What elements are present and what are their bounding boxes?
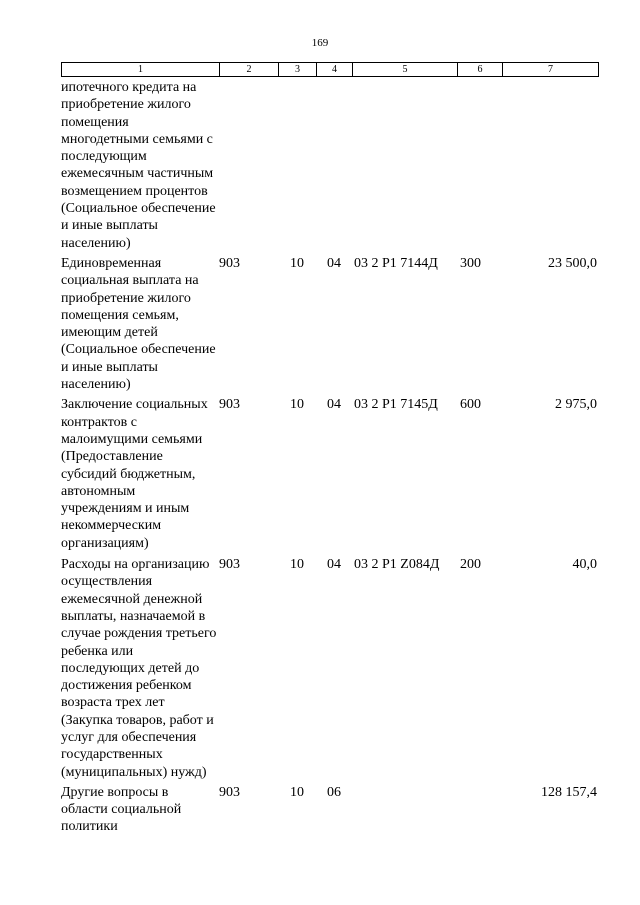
- column-header-2: 2: [220, 63, 279, 77]
- row-expense-type: [457, 784, 502, 836]
- column-header-3: 3: [279, 63, 317, 77]
- column-header-5: 5: [353, 63, 458, 77]
- budget-table: [61, 79, 598, 836]
- row-name: Другие вопросы в области социальной политики: [61, 784, 182, 835]
- column-header-table: [61, 62, 599, 77]
- row-target-article: [352, 79, 457, 255]
- row-ministry-code: 903: [219, 784, 240, 800]
- row-section: [278, 79, 316, 255]
- row-target-article: 03 2 Р1 Z084Д: [354, 557, 440, 573]
- page-number: 169: [311, 37, 329, 49]
- row-ministry-code: 903: [219, 557, 240, 573]
- row-name: ипотечного кредита на приобретение жилого помещения многодетными семьями с последующим ежемесячным частичным возмещением процентов (Социальное обеспечение и иные выплаты населению): [61, 80, 216, 251]
- column-header-7: 7: [503, 63, 599, 77]
- row-target-article: 03 2 Р1 7144Д: [354, 255, 438, 271]
- row-name: Единовременная социальная выплата на приобретение жилого помещения семьям, имеющим детей (Социальное обеспечение и иные выплаты населению): [61, 255, 216, 393]
- row-subsection: [316, 79, 352, 255]
- row-subsection: 04: [327, 255, 341, 271]
- row-name: Расходы на организацию осуществления ежемесячной денежной выплаты, назначаемой в случае рождения третьего ребенка или последующих детей до достижения ребенком возраста трех лет (Закупка товаров, работ и услуг для обеспечения государственных (муниципальных) нужд): [61, 557, 217, 780]
- row-target-article: 03 2 Р1 7145Д: [354, 397, 438, 413]
- table-row: [61, 255, 598, 396]
- row-section: 10: [290, 784, 304, 800]
- column-header-row: [62, 63, 599, 77]
- row-amount: [502, 79, 598, 255]
- column-header-6: 6: [458, 63, 503, 77]
- row-subsection: 06: [327, 784, 341, 800]
- row-ministry-code: 903: [219, 397, 240, 413]
- row-expense-type: 600: [460, 397, 481, 413]
- row-ministry-code: [219, 79, 278, 255]
- column-header-1: 1: [62, 63, 220, 77]
- table-row: [61, 396, 598, 556]
- row-amount: 23 500,0: [548, 255, 597, 271]
- row-section: 10: [290, 397, 304, 413]
- row-target-article: [352, 784, 457, 836]
- column-header-4: 4: [317, 63, 353, 77]
- table-row: [61, 784, 598, 836]
- row-section: 10: [290, 557, 304, 573]
- table-row: [61, 556, 598, 784]
- row-name: Заключение социальных контрактов с малоимущими семьями (Предоставление субсидий бюджетным, автономным учреждениям и иным некоммерческим организациям): [61, 397, 208, 551]
- row-ministry-code: 903: [219, 255, 240, 271]
- row-amount: 2 975,0: [555, 397, 597, 413]
- row-subsection: 04: [327, 397, 341, 413]
- row-expense-type: 300: [460, 255, 481, 271]
- row-amount: 128 157,4: [541, 784, 597, 800]
- row-expense-type: 200: [460, 557, 481, 573]
- table-row: [61, 79, 598, 255]
- row-amount: 40,0: [572, 557, 597, 573]
- row-section: 10: [290, 255, 304, 271]
- row-subsection: 04: [327, 557, 341, 573]
- row-expense-type: [457, 79, 502, 255]
